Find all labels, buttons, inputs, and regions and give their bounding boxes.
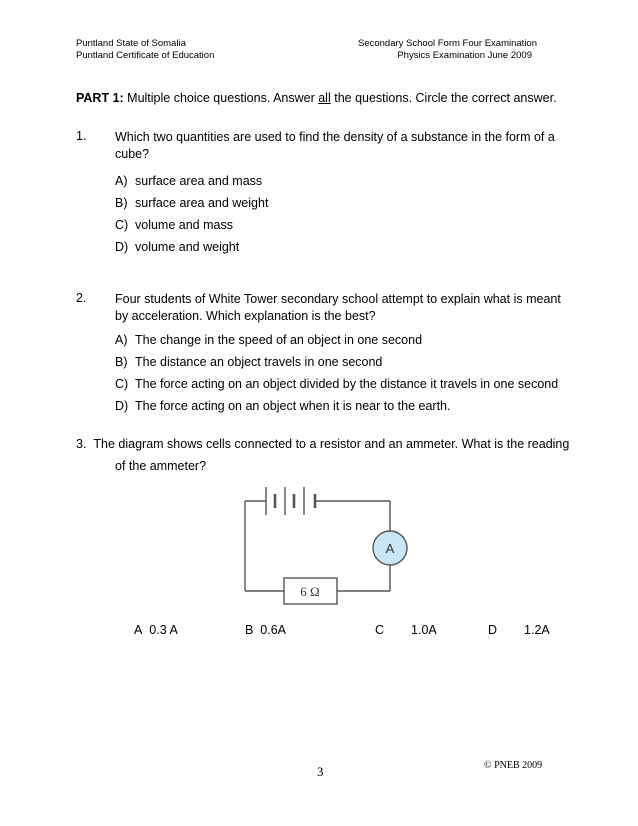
answer-value: 1.2A [524,623,550,637]
header-certificate: Puntland Certificate of Education [76,50,215,61]
option-text: The force acting on an object divided by the distance it travels in one second [135,377,559,391]
part-label: PART 1: [76,91,124,105]
resistor-label: 6 Ω [300,584,320,599]
answer-letter: B [245,623,254,637]
option-text: The force acting on an object when it is near to the earth. [135,399,451,413]
option-letter: C) [115,377,129,391]
copyright: © PNEB 2009 [484,760,543,771]
q3-answer-d[interactable] [488,623,550,637]
option-letter: D) [115,399,129,413]
header-subject: Physics Examination June 2009 [397,50,532,61]
q3-answer-c[interactable] [375,623,437,637]
option-text: volume and weight [135,240,240,254]
answer-value: 1.0A [411,623,437,637]
answer-value: 0.6A [260,623,287,637]
part-emphasis: all [318,91,331,105]
battery-icon [266,487,315,515]
q3-answer-a[interactable] [134,623,178,637]
answer-letter: C [375,623,385,637]
option-letter: C) [115,218,129,232]
ammeter-label: A [385,541,395,556]
answer-value: 0.3 A [149,623,178,637]
answer-letter: A [134,623,143,637]
part-text-after: the questions. Circle the correct answer. [330,91,557,105]
option-letter: B) [115,196,128,210]
answer-letter: D [488,623,498,637]
option-text: volume and mass [135,218,233,232]
page-number: 3 [317,764,324,779]
q2-number: 2. [76,291,87,305]
option-letter: A) [115,174,128,188]
q1-text: Which two quantities are used to find the density of a substance in the form of a cube? [115,130,555,161]
q3-number: 3. [76,437,87,451]
part-text-before: Multiple choice questions. Answer [123,91,319,105]
q3-text: The diagram shows cells connected to a resistor and an ammeter. What is the reading [93,437,570,451]
header-exam: Secondary School Form Four Examination [358,38,537,49]
q3-line2: of the ammeter? [115,459,207,473]
option-letter: B) [115,355,128,369]
q3-answer-b[interactable] [245,623,286,637]
q2-text: Four students of White Tower secondary school attempt to explain what is meant by acceleration. Which explanation is the best? [115,292,561,323]
option-letter: A) [115,333,128,347]
option-text: The change in the speed of an object in one second [135,333,423,347]
q1-number: 1. [76,129,87,143]
option-text: surface area and weight [135,196,269,210]
option-text: The distance an object travels in one second [135,355,383,369]
header-state: Puntland State of Somalia [76,38,186,49]
option-letter: D) [115,240,129,254]
option-text: surface area and mass [135,174,263,188]
